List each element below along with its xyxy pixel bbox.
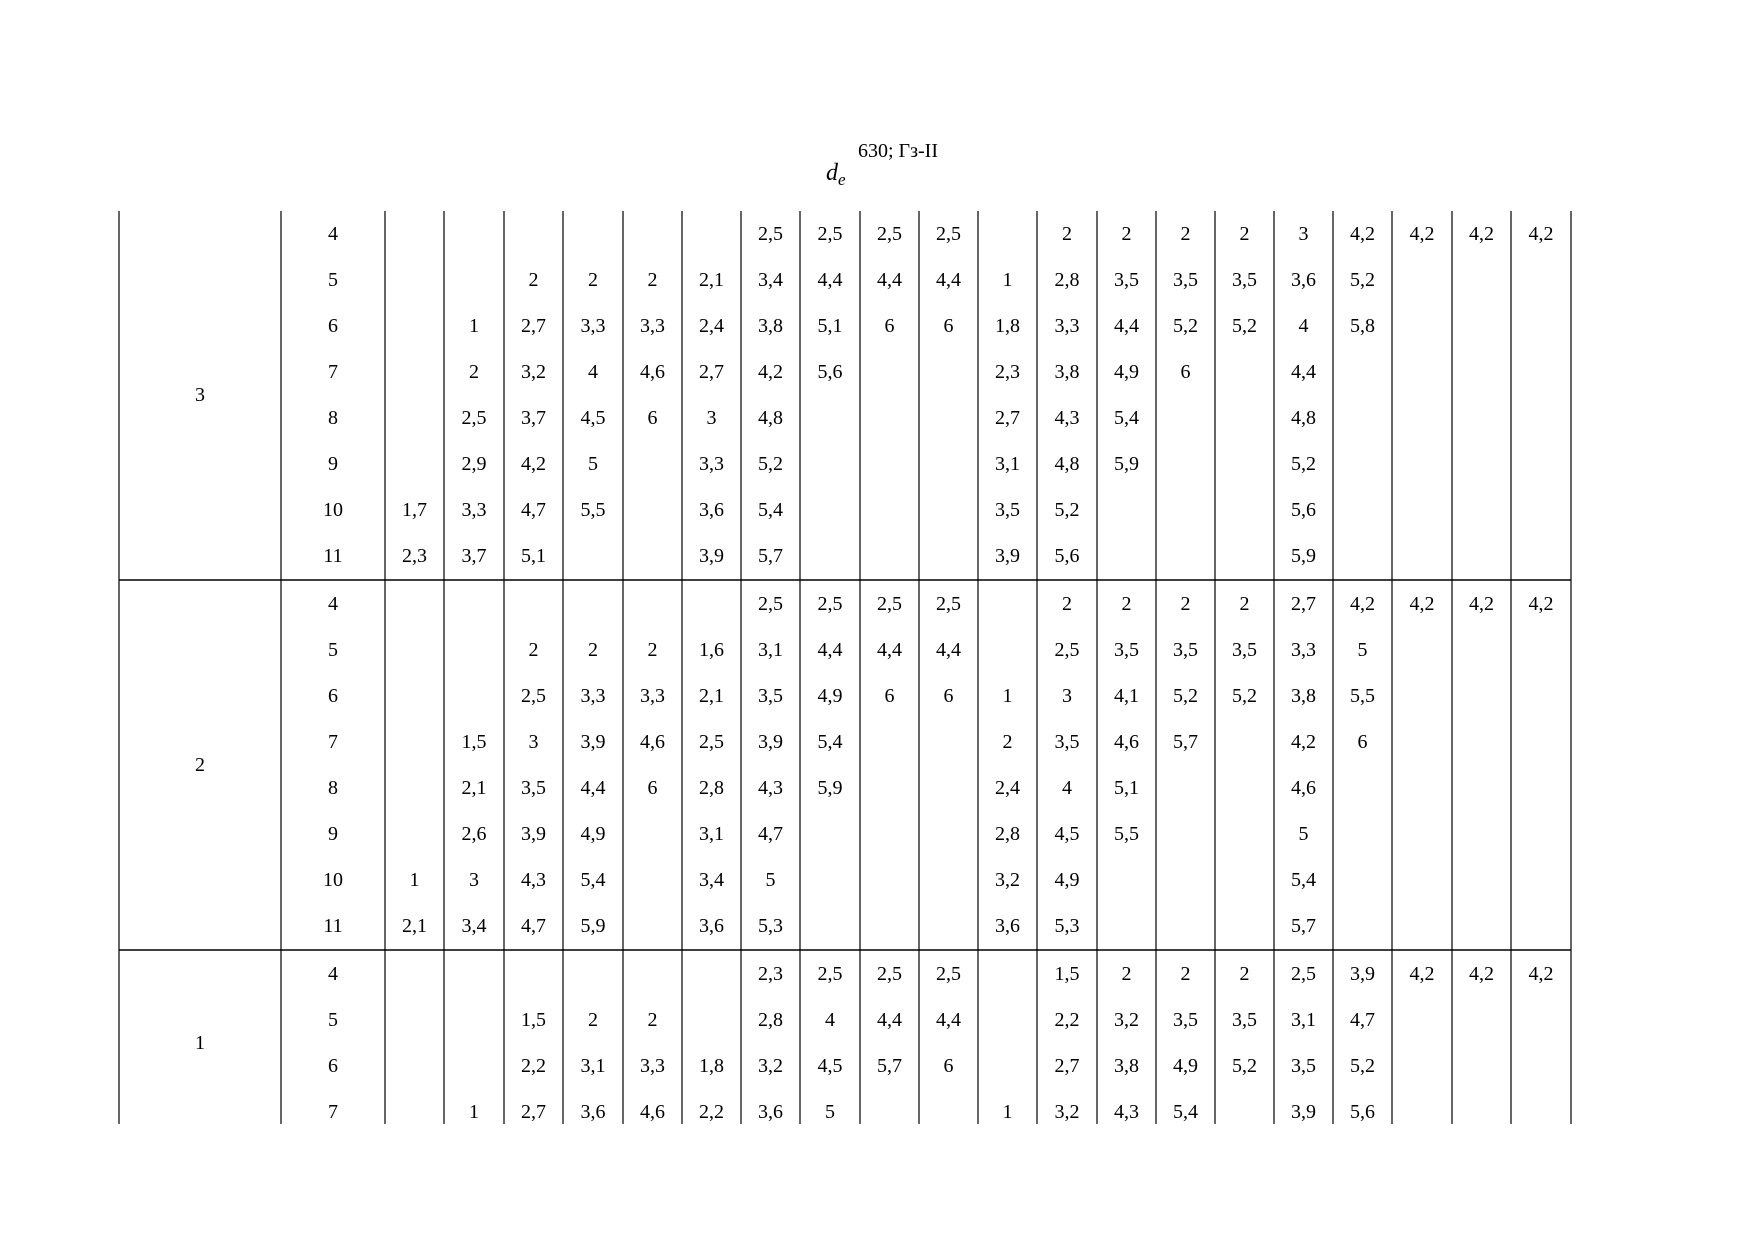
table-cell: 5 (588, 453, 598, 475)
table-cell: 3,7 (461, 545, 487, 567)
table-cell: 3,1 (1291, 1009, 1316, 1031)
table-cell: 5,9 (1114, 453, 1139, 475)
table-cell: 5,9 (1291, 545, 1316, 567)
table-cell: 1,6 (699, 639, 724, 661)
table-cell: 2,5 (758, 593, 783, 615)
table-cell: 6 (647, 407, 658, 429)
table-cell: 5,7 (1173, 731, 1198, 753)
table-cell: 2,2 (699, 1101, 724, 1123)
table-cell: 4,6 (640, 1101, 665, 1123)
row-index-cell: 4 (328, 223, 338, 245)
table-cell: 3,3 (1291, 639, 1316, 661)
table-cell: 4,2 (1350, 593, 1375, 615)
table-cell: 4,9 (1114, 361, 1139, 383)
table-cell: 4,4 (936, 269, 961, 291)
table-cell: 5,2 (1173, 315, 1198, 337)
table-cell: 2 (1062, 593, 1072, 615)
table-cell: 4,4 (877, 1009, 902, 1031)
table-cell: 2 (528, 269, 539, 291)
table-cell: 1,8 (699, 1055, 724, 1077)
table-cell: 2,4 (995, 777, 1020, 799)
table-cell: 2 (1239, 593, 1250, 615)
table-cell: 2 (1002, 731, 1013, 753)
table-cell: 5,3 (1054, 915, 1080, 937)
table-cell: 4 (588, 361, 598, 383)
row-index-cell: 7 (328, 1101, 338, 1123)
table-cell: 3,2 (1114, 1009, 1139, 1031)
table-cell: 4,1 (1114, 685, 1139, 707)
row-index-cell: 5 (328, 639, 338, 661)
table-cell: 5,6 (817, 361, 843, 383)
table-cell: 4,7 (521, 915, 546, 937)
table-cell: 5,2 (1173, 685, 1198, 707)
table-cell: 4,8 (1054, 453, 1080, 475)
table-cell: 2,8 (1054, 269, 1080, 291)
table-cell: 5 (765, 869, 776, 891)
table-cell: 3,8 (1291, 685, 1316, 707)
table-cell: 2,5 (521, 685, 546, 707)
table-cell: 4,8 (1291, 407, 1316, 429)
table-cell: 2,5 (758, 223, 783, 245)
table-cell: 4,4 (877, 269, 902, 291)
table-cell: 3,2 (995, 869, 1020, 891)
table-cell: 4,2 (1528, 963, 1554, 985)
table-cell: 2 (1121, 963, 1132, 985)
table-cell: 3,5 (1173, 269, 1198, 291)
table-cell: 2 (647, 639, 658, 661)
table-cell: 4,9 (580, 823, 606, 845)
table-cell: 5,2 (1232, 315, 1257, 337)
table-cell: 3,2 (1054, 1101, 1080, 1123)
table-cell: 3,5 (1114, 269, 1139, 291)
table-cell: 4,2 (1409, 223, 1435, 245)
table-cell: 4,7 (758, 823, 783, 845)
table-cell: 3,5 (995, 499, 1020, 521)
table-cell: 5,2 (1232, 685, 1257, 707)
table-cell: 2 (588, 269, 598, 291)
table-cell: 3,6 (699, 499, 724, 521)
table-cell: 2,7 (699, 361, 724, 383)
table-cell: 2,5 (1054, 639, 1080, 661)
table-cell: 4,2 (1469, 223, 1494, 245)
table-cell: 4,2 (1528, 223, 1554, 245)
table-cell: 3,9 (1291, 1101, 1316, 1123)
table-cell: 5,2 (1232, 1055, 1257, 1077)
table-cell: 5,6 (1054, 545, 1080, 567)
table-cell: 4,4 (817, 269, 843, 291)
table-cell: 1 (469, 315, 479, 337)
table-cell: 3,6 (995, 915, 1020, 937)
row-index-cell: 6 (328, 685, 338, 707)
table-cell: 5,1 (521, 545, 546, 567)
table-cell: 3,4 (758, 269, 783, 291)
table-cell: 2 (469, 361, 479, 383)
table-cell: 2 (588, 639, 598, 661)
table-cell: 3,1 (580, 1055, 606, 1077)
table-cell: 2 (1062, 223, 1072, 245)
table-cell: 6 (943, 685, 954, 707)
table-cell: 4,5 (1054, 823, 1080, 845)
table-cell: 6 (1180, 361, 1191, 383)
table-cell: 5,5 (1350, 685, 1375, 707)
table-cell: 5,7 (1291, 915, 1316, 937)
table-cell: 3,9 (521, 823, 546, 845)
table-cell: 5 (825, 1101, 835, 1123)
table-cell: 2,5 (817, 963, 843, 985)
table-cell: 4,2 (1409, 963, 1435, 985)
group-label-cell: 3 (195, 384, 205, 406)
table-cell: 4,2 (1469, 593, 1494, 615)
table-cell: 2,5 (936, 223, 961, 245)
table-cell: 3,4 (699, 869, 724, 891)
symbol-subscript: e (838, 170, 846, 189)
table-cell: 3 (528, 731, 539, 753)
table-cell: 2,3 (995, 361, 1020, 383)
table-cell: 5,6 (1350, 1101, 1375, 1123)
table-cell: 5,4 (580, 869, 606, 891)
table-cell: 2,5 (817, 593, 843, 615)
table-cell: 1,8 (995, 315, 1020, 337)
table-cell: 3,3 (1054, 315, 1080, 337)
table-cell: 3,1 (758, 639, 783, 661)
table-cell: 2 (588, 1009, 598, 1031)
table-cell: 4,4 (877, 639, 902, 661)
table-cell: 3,3 (640, 685, 665, 707)
table-cell: 3,2 (521, 361, 546, 383)
table-cell: 2 (1180, 223, 1191, 245)
table-cell: 2 (647, 269, 658, 291)
table-cell: 3,9 (699, 545, 724, 567)
table-cell: 4,4 (1291, 361, 1316, 383)
table-cell: 3,3 (699, 453, 724, 475)
table-cell: 4,2 (1409, 593, 1435, 615)
table-cell: 4,9 (1173, 1055, 1198, 1077)
table-cell: 2,8 (758, 1009, 783, 1031)
table-cell: 4 (1298, 315, 1309, 337)
table-cell: 3,6 (580, 1101, 606, 1123)
table-cell: 3,8 (1114, 1055, 1139, 1077)
table-cell: 2,5 (936, 593, 961, 615)
table-cell: 2,8 (995, 823, 1020, 845)
table-cell: 2,7 (521, 1101, 546, 1123)
table-cell: 5,3 (758, 915, 783, 937)
table-cell: 5 (1298, 823, 1309, 845)
table-cell: 2,5 (877, 963, 902, 985)
table-cell: 5,9 (817, 777, 843, 799)
table-cell: 4,4 (936, 639, 961, 661)
table-cell: 1 (1002, 1101, 1013, 1123)
table-cell: 4,6 (640, 731, 665, 753)
table-cell: 6 (647, 777, 658, 799)
table-cell: 5 (1357, 639, 1368, 661)
row-index-cell: 5 (328, 1009, 338, 1031)
table-cell: 5,8 (1350, 315, 1375, 337)
row-index-cell: 6 (328, 1055, 338, 1077)
row-index-cell: 10 (323, 499, 343, 521)
table-cell: 2,1 (699, 685, 724, 707)
table-cell: 5,4 (1114, 407, 1139, 429)
table-cell: 5,9 (580, 915, 606, 937)
table-cell: 5,2 (758, 453, 783, 475)
table-cell: 4,2 (1528, 593, 1554, 615)
table-cell: 4,2 (1350, 223, 1375, 245)
table-cell: 2,5 (461, 407, 487, 429)
row-index-cell: 9 (328, 823, 338, 845)
table-cell: 4,3 (1054, 407, 1080, 429)
table-cell: 2 (1180, 593, 1191, 615)
table-cell: 4 (825, 1009, 835, 1031)
table-cell: 3,6 (1291, 269, 1316, 291)
row-index-cell: 8 (328, 407, 338, 429)
table-cell: 5,4 (1291, 869, 1316, 891)
table-cell: 4,8 (758, 407, 783, 429)
table-cell: 2,3 (402, 545, 427, 567)
table-cell: 1 (409, 869, 420, 891)
table-cell: 4,2 (1469, 963, 1494, 985)
table-cell: 4,5 (817, 1055, 843, 1077)
table-cell: 3,5 (1291, 1055, 1316, 1077)
table-cell: 6 (884, 685, 895, 707)
table-cell: 3 (706, 407, 717, 429)
table-cell: 4,5 (580, 407, 606, 429)
table-cell: 1,5 (521, 1009, 546, 1031)
table-cell: 3,2 (758, 1055, 783, 1077)
table-cell: 3,5 (1173, 639, 1198, 661)
symbol-letter: d (826, 160, 838, 186)
table-cell: 1,5 (461, 731, 487, 753)
table-cell: 1 (1002, 269, 1013, 291)
table-cell: 6 (884, 315, 895, 337)
table-cell: 3,1 (699, 823, 724, 845)
table-cell: 5,2 (1350, 269, 1375, 291)
table-cell: 2,5 (1291, 963, 1316, 985)
table-cell: 4,6 (1114, 731, 1139, 753)
table-cell: 5,4 (1173, 1101, 1198, 1123)
table-cell: 2 (528, 639, 539, 661)
table-cell: 2,5 (877, 593, 902, 615)
table-cell: 2,6 (461, 823, 487, 845)
table-cell: 1,7 (402, 499, 427, 521)
table-cell: 3,5 (1232, 1009, 1257, 1031)
table-cell: 3 (1062, 685, 1072, 707)
table-cell: 2,1 (461, 777, 487, 799)
table-cell: 5,6 (1291, 499, 1316, 521)
table-cell: 4,9 (1054, 869, 1080, 891)
table-cell: 2 (1121, 223, 1132, 245)
table-cell: 5,7 (877, 1055, 902, 1077)
table-cell: 6 (1357, 731, 1368, 753)
table-cell: 4,4 (817, 639, 843, 661)
table-cell: 3,9 (1350, 963, 1375, 985)
table-cell: 2,7 (521, 315, 546, 337)
table-cell: 2,7 (995, 407, 1020, 429)
table-cell: 2,8 (699, 777, 724, 799)
table-cell: 5,5 (580, 499, 606, 521)
table-cell: 2,7 (1291, 593, 1316, 615)
table-cell: 3 (1298, 223, 1309, 245)
table-cell: 2,5 (936, 963, 961, 985)
row-index-cell: 5 (328, 269, 338, 291)
table-cell: 3,3 (461, 499, 487, 521)
table-cell: 3,5 (758, 685, 783, 707)
table-cell: 4,3 (521, 869, 546, 891)
table-cell: 3,9 (995, 545, 1020, 567)
table-cell: 2,5 (877, 223, 902, 245)
table-cell: 5,2 (1054, 499, 1080, 521)
table-cell: 4,6 (1291, 777, 1316, 799)
table-cell: 3 (469, 869, 479, 891)
table-cell: 5,2 (1291, 453, 1316, 475)
group-label-cell: 2 (195, 754, 205, 776)
table-cell: 5,1 (817, 315, 843, 337)
group-label-cell: 1 (195, 1032, 205, 1054)
table-cell: 2 (1239, 963, 1250, 985)
table-cell: 2 (647, 1009, 658, 1031)
table-cell: 2 (1239, 223, 1250, 245)
table-cell: 1 (469, 1101, 479, 1123)
table-cell: 3,1 (995, 453, 1020, 475)
row-index-cell: 7 (328, 731, 338, 753)
table-cell: 4,2 (1291, 731, 1316, 753)
row-index-cell: 11 (323, 545, 343, 567)
table-cell: 4,4 (1114, 315, 1139, 337)
table-cell: 2,1 (699, 269, 724, 291)
table-cell: 4,4 (580, 777, 606, 799)
table-cell: 3,5 (1232, 639, 1257, 661)
table-cell: 6 (943, 1055, 954, 1077)
table-cell: 3,5 (1054, 731, 1080, 753)
row-index-cell: 11 (323, 915, 343, 937)
table-cell: 4,7 (1350, 1009, 1375, 1031)
table-cell: 3,6 (758, 1101, 783, 1123)
table-cell: 5,4 (817, 731, 843, 753)
table-cell: 3,5 (521, 777, 546, 799)
table-cell: 6 (943, 315, 954, 337)
row-index-cell: 9 (328, 453, 338, 475)
table-cell: 3,3 (580, 315, 606, 337)
table-cell: 2,7 (1054, 1055, 1080, 1077)
table-cell: 4 (1062, 777, 1072, 799)
table-cell: 3,4 (461, 915, 487, 937)
table-cell: 2 (1180, 963, 1191, 985)
table-cell: 2,2 (1054, 1009, 1080, 1031)
table-cell: 5,4 (758, 499, 783, 521)
table-cell: 5,5 (1114, 823, 1139, 845)
table-cell: 5,1 (1114, 777, 1139, 799)
table-cell: 2,5 (817, 223, 843, 245)
table-cell: 3,9 (758, 731, 783, 753)
row-index-cell: 8 (328, 777, 338, 799)
table-cell: 5,7 (758, 545, 783, 567)
table-cell: 3,7 (521, 407, 546, 429)
table-cell: 4,7 (521, 499, 546, 521)
table-cell: 4,3 (758, 777, 783, 799)
table-cell: 4,2 (521, 453, 546, 475)
table-cell: 2,3 (758, 963, 783, 985)
table-cell: 2,1 (402, 915, 427, 937)
table-cell: 1,5 (1054, 963, 1080, 985)
table-cell: 3,3 (640, 315, 665, 337)
table-cell: 2,9 (461, 453, 487, 475)
table-cell: 2,2 (521, 1055, 546, 1077)
row-index-cell: 7 (328, 361, 338, 383)
row-index-cell: 4 (328, 593, 338, 615)
table-cell: 4,3 (1114, 1101, 1139, 1123)
table-cell: 5,2 (1350, 1055, 1375, 1077)
table-cell: 4,4 (936, 1009, 961, 1031)
row-index-cell: 4 (328, 963, 338, 985)
table-caption: 630; Гз-II (858, 140, 938, 162)
row-index-cell: 10 (323, 869, 343, 891)
table-cell: 1 (1002, 685, 1013, 707)
row-index-cell: 6 (328, 315, 338, 337)
table-cell: 3,5 (1173, 1009, 1198, 1031)
table-cell: 3,9 (580, 731, 606, 753)
table-cell: 3,3 (580, 685, 606, 707)
table-cell: 2 (1121, 593, 1132, 615)
table-cell: 3,8 (758, 315, 783, 337)
table-cell: 2,5 (699, 731, 724, 753)
table-cell: 4,9 (817, 685, 843, 707)
table-cell: 3,6 (699, 915, 724, 937)
table-cell: 3,5 (1114, 639, 1139, 661)
table-cell: 3,5 (1232, 269, 1257, 291)
table-cell: 3,3 (640, 1055, 665, 1077)
table-cell: 4,2 (758, 361, 783, 383)
table-cell: 3,8 (1054, 361, 1080, 383)
table-cell: 4,6 (640, 361, 665, 383)
table-cell: 2,4 (699, 315, 724, 337)
